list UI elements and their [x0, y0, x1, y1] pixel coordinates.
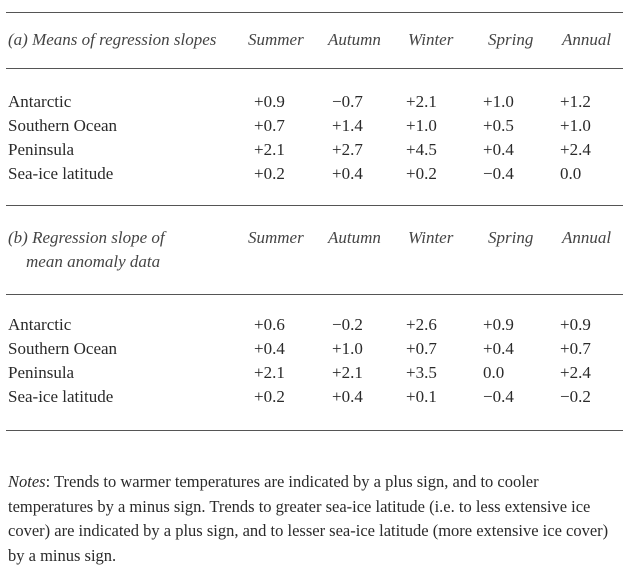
top-rule — [6, 12, 623, 13]
table-row — [0, 361, 629, 385]
cell-annual: +1.0 — [560, 116, 591, 135]
section-divider-rule — [6, 205, 623, 206]
section-a-header — [0, 28, 629, 52]
table-row — [0, 90, 629, 114]
cell-winter: +1.0 — [406, 116, 437, 135]
table-row — [0, 138, 629, 162]
notes-label: Notes — [8, 472, 46, 491]
col-winter-b: Winter — [408, 228, 454, 247]
cell-summer: +0.2 — [254, 387, 285, 406]
col-summer-b: Summer — [248, 228, 304, 247]
section-a-header-rule — [6, 68, 623, 69]
table-notes — [8, 470, 620, 568]
section-b-header-rule — [6, 294, 623, 295]
notes-text: : Trends to warmer temperatures are indicated by a plus sign, and to cooler temperatures by a minus sign. Trends to greater sea-ice latitude (i.e. to less extensive ice cover) are indicated by a plus sign, and to lesser sea-ice latitude (more extensive ice cover) by a minus sign. — [8, 472, 609, 565]
cell-summer: +0.7 — [254, 116, 285, 135]
cell-summer: +0.2 — [254, 164, 285, 183]
row-label: Sea-ice latitude — [8, 387, 114, 406]
cell-winter: +0.2 — [406, 164, 437, 183]
row-label: Antarctic — [8, 92, 72, 111]
table-row — [0, 337, 629, 361]
cell-summer: +0.9 — [254, 92, 285, 111]
row-label: Peninsula — [8, 140, 75, 159]
table-row — [0, 313, 629, 337]
cell-spring: −0.4 — [483, 164, 514, 183]
bottom-rule — [6, 430, 623, 431]
cell-annual: −0.2 — [560, 387, 591, 406]
row-label: Sea-ice latitude — [8, 164, 114, 183]
cell-autumn: +0.4 — [332, 164, 363, 183]
section-b-header-line2 — [0, 250, 629, 274]
section-b-title-line2: mean anomaly data — [26, 252, 161, 271]
cell-spring: 0.0 — [483, 363, 505, 382]
cell-annual: +2.4 — [560, 363, 591, 382]
table-row — [0, 162, 629, 186]
col-autumn-a: Autumn — [328, 30, 381, 49]
cell-winter: +3.5 — [406, 363, 437, 382]
cell-winter: +2.1 — [406, 92, 437, 111]
table-row — [0, 114, 629, 138]
cell-summer: +2.1 — [254, 140, 285, 159]
cell-summer: +0.4 — [254, 339, 285, 358]
row-label: Peninsula — [8, 363, 75, 382]
cell-annual: +1.2 — [560, 92, 591, 111]
table-row — [0, 385, 629, 409]
cell-annual: +0.7 — [560, 339, 591, 358]
cell-summer: +0.6 — [254, 315, 285, 334]
section-b-header — [0, 226, 629, 250]
cell-spring: +0.4 — [483, 339, 514, 358]
cell-winter: +0.7 — [406, 339, 437, 358]
cell-autumn: +2.7 — [332, 140, 363, 159]
col-spring-b: Spring — [488, 228, 534, 247]
cell-spring: +0.4 — [483, 140, 514, 159]
cell-autumn: +1.4 — [332, 116, 363, 135]
row-label: Antarctic — [8, 315, 72, 334]
cell-autumn: +0.4 — [332, 387, 363, 406]
cell-summer: +2.1 — [254, 363, 285, 382]
cell-spring: +1.0 — [483, 92, 514, 111]
cell-autumn: +1.0 — [332, 339, 363, 358]
cell-annual: +0.9 — [560, 315, 591, 334]
cell-spring: +0.5 — [483, 116, 514, 135]
section-b-title-line1: (b) Regression slope of — [8, 228, 165, 247]
cell-winter: +2.6 — [406, 315, 437, 334]
cell-autumn: −0.7 — [332, 92, 363, 111]
cell-winter: +4.5 — [406, 140, 437, 159]
col-summer-a: Summer — [248, 30, 304, 49]
cell-spring: +0.9 — [483, 315, 514, 334]
col-winter-a: Winter — [408, 30, 454, 49]
row-label: Southern Ocean — [8, 339, 118, 358]
col-autumn-b: Autumn — [328, 228, 381, 247]
cell-winter: +0.1 — [406, 387, 437, 406]
cell-annual: 0.0 — [560, 164, 582, 183]
col-annual-b: Annual — [562, 228, 612, 247]
cell-autumn: −0.2 — [332, 315, 363, 334]
cell-autumn: +2.1 — [332, 363, 363, 382]
col-annual-a: Annual — [562, 30, 612, 49]
section-a-title: (a) Means of regression slopes — [8, 30, 217, 49]
row-label: Southern Ocean — [8, 116, 118, 135]
cell-annual: +2.4 — [560, 140, 591, 159]
cell-spring: −0.4 — [483, 387, 514, 406]
col-spring-a: Spring — [488, 30, 534, 49]
